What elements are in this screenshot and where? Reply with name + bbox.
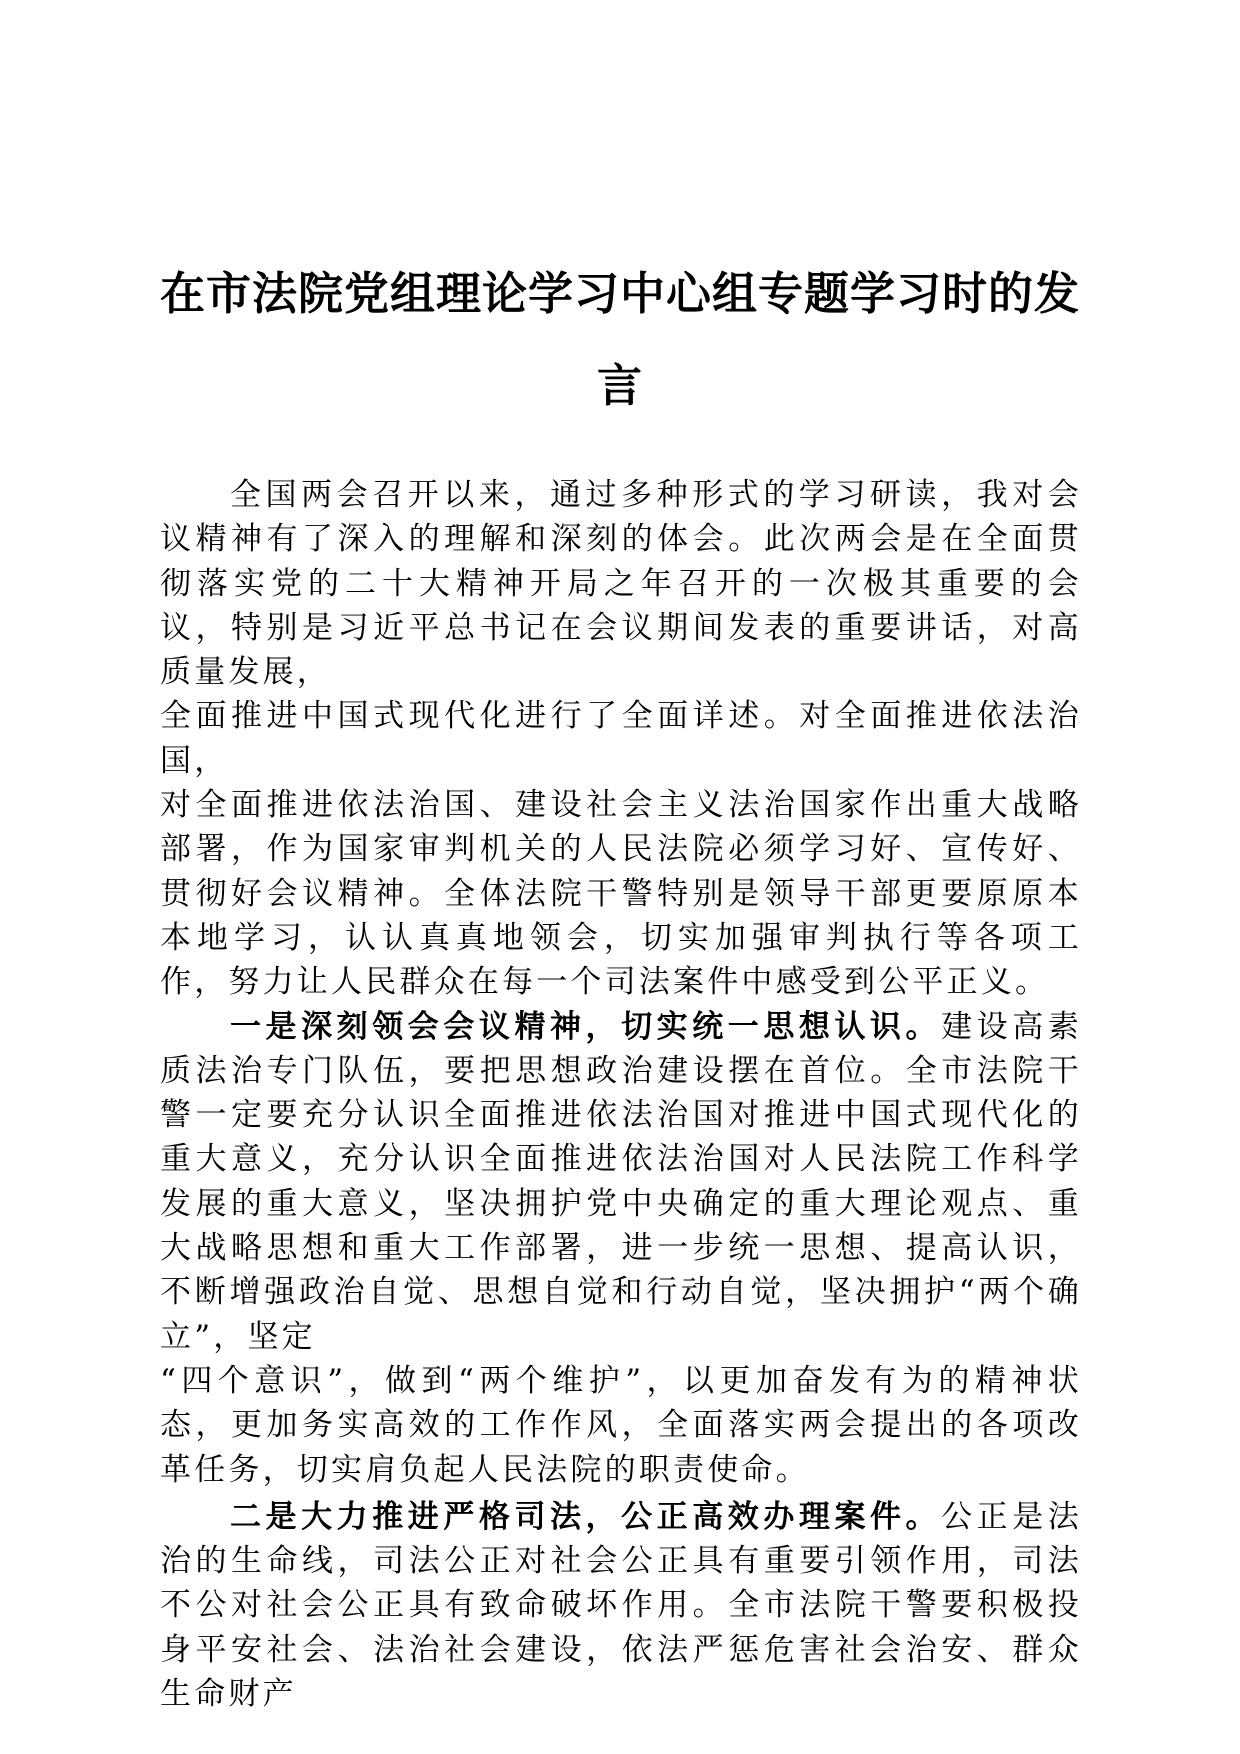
point-two-text: 公正是法治的生命线，司法公正对社会公正具有重要引领作用，司法不公对社会公正具有致命破坏作用。全市法院干警要积极投身平安社会、法治社会建设，依法严惩危害社会治安、群众生命财产 (160, 1498, 1082, 1713)
document-body (160, 473, 1082, 1716)
paragraph-intro-text: 全国两会召开以来，通过多种形式的学习研读，我对会议精神有了深入的理解和深刻的体会。此次两会是在全面贯彻落实党的二十大精神开局之年召开的一次极其重要的会议，特别是习近平总书记在会议期间发表的重要讲话，对高质量发展， 全面推进中国式现代化进行了全面详述。对全面推进依法治国， 对全面推进依法治国、建设社会主义法治国家作出重大战略部署，作为国家审判机关的人民法院必须学习好、宣传好、贯彻好会议精神。全体法院干警特别是领导干部更要原原本本地学习，认认真真地领会，切实加强审判执行等各项工作，努力让人民群众在每一个司法案件中感受到公平正义。 (160, 477, 1082, 1001)
paragraph-point-one (160, 1005, 1082, 1492)
paragraph-intro (160, 473, 1082, 1005)
point-one-heading: 一是深刻领会会议精神，切实统一思想认识。 (230, 1008, 942, 1045)
point-one-text: 建设高素质法治专门队伍，要把思想政治建设摆在首位。全市法院干警一定要充分认识全面推进依法治国对推进中国式现代化的重大意义，充分认识全面推进依法治国对人民法院工作科学发展的重大意义，坚决拥护党中央确定的重大理论观点、重大战略思想和重大工作部署，进一步统一思想、提高认识，不断增强政治自觉、思想自觉和行动自觉，坚决拥护“两个确立”，坚定 “四个意识”，做到“两个维护”，以更加奋发有为的精神状态，更加务实高效的工作作风，全面落实两会提出的各项改革任务，切实肩负起人民法院的职责使命。 (160, 1008, 1082, 1488)
paragraph-point-two (160, 1495, 1082, 1716)
document-title: 在市法院党组理论学习中心组专题学习时的发言 (159, 267, 1080, 412)
point-two-heading: 二是大力推进严格司法，公正高效办理案件。 (230, 1498, 942, 1535)
